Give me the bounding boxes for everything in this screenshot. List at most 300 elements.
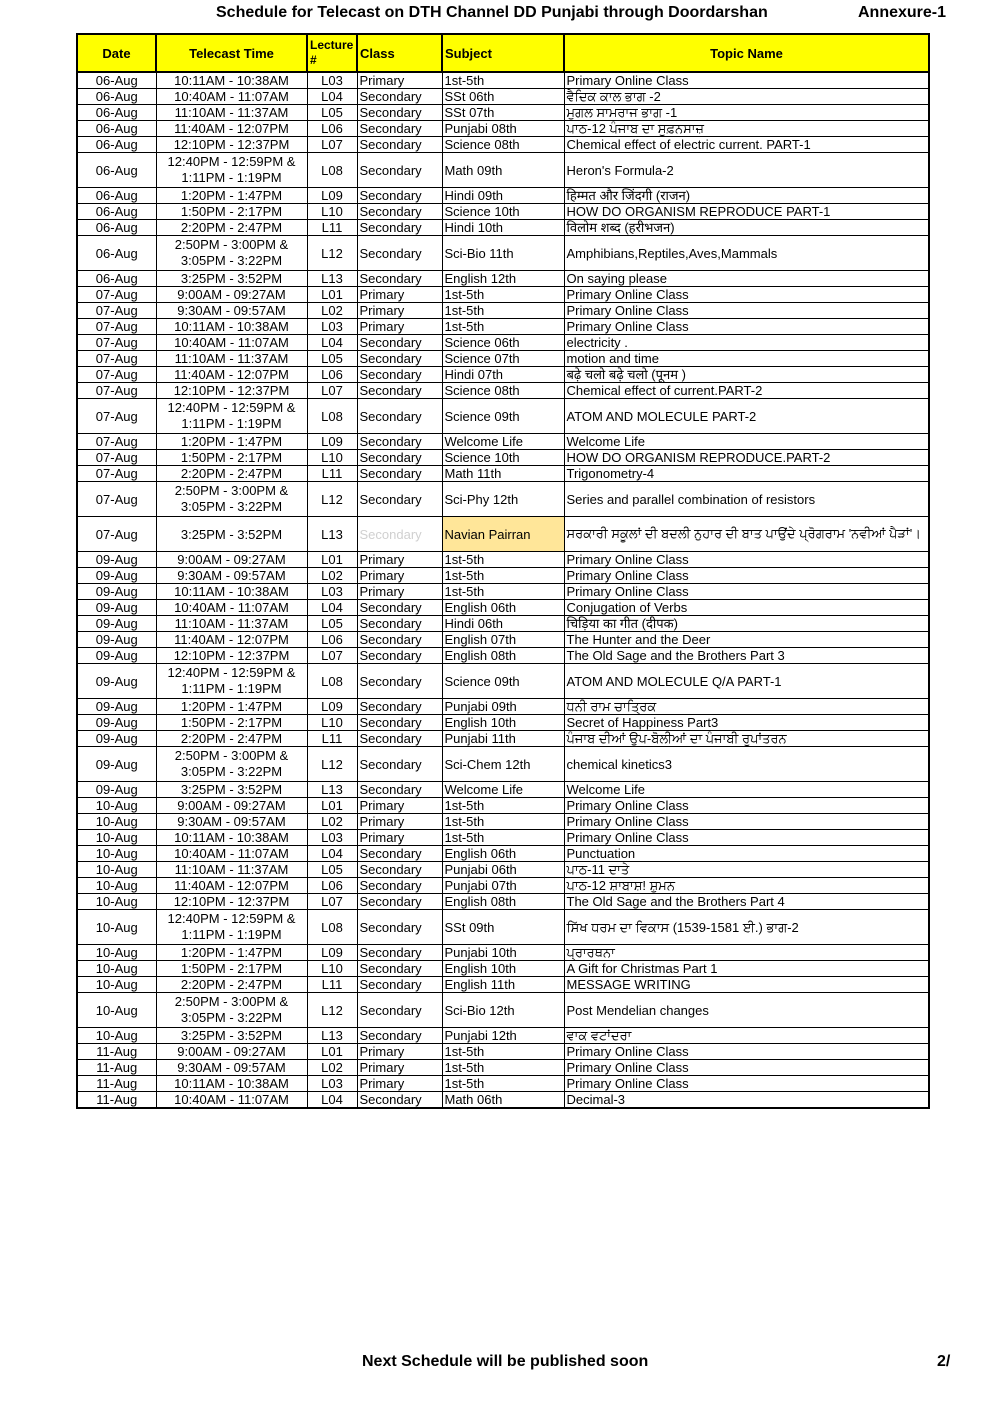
cell-class: Secondary	[357, 434, 442, 450]
cell-date: 06-Aug	[77, 188, 156, 204]
cell-date: 09-Aug	[77, 632, 156, 648]
cell-lecture: L01	[307, 552, 357, 568]
cell-telecast-time: 12:10PM - 12:37PM	[156, 648, 307, 664]
cell-topic: ਸਰਕਾਰੀ ਸਕੂਲਾਂ ਦੀ ਬਦਲੀ ਨੁਹਾਰ ਦੀ ਬਾਤ ਪਾਉਂਦੇ ਪ੍ਰੋਗਰਾਮ 'ਨਵੀਆਂ ਪੈੜਾਂ'।	[564, 517, 929, 552]
cell-class: Secondary	[357, 271, 442, 287]
cell-telecast-time: 11:10AM - 11:37AM	[156, 616, 307, 632]
cell-topic: Decimal-3	[564, 1092, 929, 1109]
cell-lecture: L11	[307, 977, 357, 993]
table-row	[77, 961, 929, 977]
table-row	[77, 303, 929, 319]
cell-telecast-time: 3:25PM - 3:52PM	[156, 271, 307, 287]
cell-topic: Primary Online Class	[564, 798, 929, 814]
table-row	[77, 568, 929, 584]
cell-lecture: L07	[307, 137, 357, 153]
cell-date: 10-Aug	[77, 798, 156, 814]
cell-topic: Primary Online Class	[564, 1076, 929, 1092]
cell-subject: Science 07th	[442, 351, 564, 367]
cell-telecast-time: 9:30AM - 09:57AM	[156, 568, 307, 584]
cell-lecture: L03	[307, 830, 357, 846]
cell-topic: Primary Online Class	[564, 303, 929, 319]
cell-topic: Trigonometry-4	[564, 466, 929, 482]
table-row	[77, 993, 929, 1028]
cell-telecast-time: 3:25PM - 3:52PM	[156, 1028, 307, 1044]
telecast-time-part2: 1:11PM - 1:19PM	[181, 416, 282, 431]
cell-lecture: L09	[307, 188, 357, 204]
cell-topic: ATOM AND MOLECULE Q/A PART-1	[564, 664, 929, 699]
telecast-time-part1: 12:40PM - 12:59PM &	[167, 911, 296, 926]
cell-lecture: L09	[307, 699, 357, 715]
cell-telecast-time: 3:25PM - 3:52PM	[156, 782, 307, 798]
cell-lecture: L11	[307, 220, 357, 236]
cell-telecast-time: 1:20PM - 1:47PM	[156, 188, 307, 204]
cell-lecture: L06	[307, 878, 357, 894]
cell-subject: 1st-5th	[442, 287, 564, 303]
cell-lecture: L05	[307, 105, 357, 121]
cell-class: Secondary	[357, 1028, 442, 1044]
table-row	[77, 584, 929, 600]
cell-topic: Primary Online Class	[564, 584, 929, 600]
cell-class: Primary	[357, 303, 442, 319]
cell-telecast-time: 2:20PM - 2:47PM	[156, 731, 307, 747]
annexure-label: Annexure-1	[858, 4, 947, 21]
cell-telecast-time	[156, 482, 307, 517]
cell-class: Secondary	[357, 517, 442, 552]
cell-topic: A Gift for Christmas Part 1	[564, 961, 929, 977]
cell-class: Secondary	[357, 450, 442, 466]
cell-lecture: L13	[307, 271, 357, 287]
cell-class: Secondary	[357, 600, 442, 616]
cell-telecast-time: 9:00AM - 09:27AM	[156, 287, 307, 303]
table-row	[77, 552, 929, 568]
cell-subject: Sci-Chem 12th	[442, 747, 564, 782]
cell-topic: Heron's Formula-2	[564, 153, 929, 188]
cell-topic: Post Mendelian changes	[564, 993, 929, 1028]
telecast-time-part1: 12:40PM - 12:59PM &	[167, 154, 296, 169]
cell-date: 06-Aug	[77, 271, 156, 287]
cell-class: Secondary	[357, 993, 442, 1028]
cell-class: Primary	[357, 1044, 442, 1060]
cell-date: 09-Aug	[77, 552, 156, 568]
table-row	[77, 814, 929, 830]
header-lecture: Lecture #	[307, 34, 357, 72]
cell-date: 06-Aug	[77, 72, 156, 89]
cell-date: 09-Aug	[77, 616, 156, 632]
table-row	[77, 466, 929, 482]
cell-subject: Punjabi 10th	[442, 945, 564, 961]
telecast-time-part2: 3:05PM - 3:22PM	[180, 1010, 283, 1025]
cell-date: 11-Aug	[77, 1092, 156, 1109]
cell-subject: Math 11th	[442, 466, 564, 482]
cell-subject: Science 09th	[442, 664, 564, 699]
cell-telecast-time: 12:10PM - 12:37PM	[156, 894, 307, 910]
cell-class: Secondary	[357, 1092, 442, 1109]
table-row	[77, 945, 929, 961]
cell-lecture: L10	[307, 715, 357, 731]
cell-date: 07-Aug	[77, 434, 156, 450]
cell-subject: Sci-Bio 12th	[442, 993, 564, 1028]
cell-subject: Science 09th	[442, 399, 564, 434]
cell-telecast-time: 10:40AM - 11:07AM	[156, 600, 307, 616]
cell-topic: ATOM AND MOLECULE PART-2	[564, 399, 929, 434]
cell-class: Primary	[357, 72, 442, 89]
cell-lecture: L04	[307, 1092, 357, 1109]
cell-subject: English 07th	[442, 632, 564, 648]
cell-telecast-time: 10:11AM - 10:38AM	[156, 584, 307, 600]
cell-lecture: L02	[307, 303, 357, 319]
table-row	[77, 153, 929, 188]
telecast-time-part2: 3:05PM - 3:22PM	[180, 764, 283, 779]
cell-topic: विलोम शब्द (हरीभजन)	[564, 220, 929, 236]
table-row	[77, 517, 929, 552]
table-row	[77, 287, 929, 303]
cell-class: Secondary	[357, 945, 442, 961]
cell-date: 07-Aug	[77, 303, 156, 319]
cell-lecture: L08	[307, 910, 357, 945]
table-row	[77, 383, 929, 399]
cell-telecast-time: 11:40AM - 12:07PM	[156, 121, 307, 137]
telecast-time-part1: 2:50PM - 3:00PM &	[174, 994, 289, 1009]
cell-lecture: L03	[307, 319, 357, 335]
table-row	[77, 910, 929, 945]
cell-telecast-time: 10:11AM - 10:38AM	[156, 72, 307, 89]
cell-topic: MESSAGE WRITING	[564, 977, 929, 993]
cell-date: 07-Aug	[77, 335, 156, 351]
cell-class: Secondary	[357, 878, 442, 894]
table-row	[77, 648, 929, 664]
cell-date: 10-Aug	[77, 977, 156, 993]
cell-class: Primary	[357, 1060, 442, 1076]
cell-date: 07-Aug	[77, 517, 156, 552]
cell-date: 09-Aug	[77, 584, 156, 600]
table-row	[77, 399, 929, 434]
cell-lecture: L13	[307, 782, 357, 798]
cell-telecast-time	[156, 399, 307, 434]
cell-telecast-time: 12:10PM - 12:37PM	[156, 383, 307, 399]
cell-subject: Punjabi 12th	[442, 1028, 564, 1044]
table-row	[77, 747, 929, 782]
cell-telecast-time: 9:00AM - 09:27AM	[156, 552, 307, 568]
cell-class: Secondary	[357, 616, 442, 632]
cell-subject: Hindi 06th	[442, 616, 564, 632]
header-topic-name: Topic Name	[564, 34, 929, 72]
cell-class: Secondary	[357, 782, 442, 798]
cell-class: Primary	[357, 1076, 442, 1092]
cell-subject: English 12th	[442, 271, 564, 287]
table-row	[77, 664, 929, 699]
table-row	[77, 830, 929, 846]
cell-telecast-time: 1:20PM - 1:47PM	[156, 945, 307, 961]
telecast-time-part1: 12:40PM - 12:59PM &	[167, 400, 296, 415]
cell-class: Primary	[357, 798, 442, 814]
cell-lecture: L01	[307, 798, 357, 814]
telecast-time-part1: 12:40PM - 12:59PM &	[167, 665, 296, 680]
table-row	[77, 482, 929, 517]
cell-telecast-time: 1:50PM - 2:17PM	[156, 961, 307, 977]
cell-date: 10-Aug	[77, 830, 156, 846]
cell-subject: Hindi 07th	[442, 367, 564, 383]
table-row	[77, 715, 929, 731]
header-telecast-time: Telecast Time	[156, 34, 307, 72]
cell-subject: Science 06th	[442, 335, 564, 351]
cell-date: 06-Aug	[77, 220, 156, 236]
cell-subject: 1st-5th	[442, 830, 564, 846]
cell-subject: Science 10th	[442, 450, 564, 466]
cell-subject: English 10th	[442, 715, 564, 731]
cell-telecast-time: 10:40AM - 11:07AM	[156, 89, 307, 105]
cell-date: 10-Aug	[77, 910, 156, 945]
cell-subject: Welcome Life	[442, 434, 564, 450]
cell-subject: Punjabi 07th	[442, 878, 564, 894]
cell-class: Secondary	[357, 137, 442, 153]
cell-lecture: L12	[307, 236, 357, 271]
cell-date: 09-Aug	[77, 664, 156, 699]
cell-date: 10-Aug	[77, 862, 156, 878]
cell-date: 07-Aug	[77, 482, 156, 517]
cell-date: 11-Aug	[77, 1060, 156, 1076]
cell-topic: The Old Sage and the Brothers Part 4	[564, 894, 929, 910]
cell-class: Secondary	[357, 153, 442, 188]
table-row	[77, 236, 929, 271]
cell-topic: ਸਿੱਖ ਧਰਮ ਦਾ ਵਿਕਾਸ (1539-1581 ਈ.) ਭਾਗ-2	[564, 910, 929, 945]
cell-topic: Welcome Life	[564, 434, 929, 450]
header-date: Date	[77, 34, 156, 72]
cell-date: 10-Aug	[77, 814, 156, 830]
cell-lecture: L10	[307, 961, 357, 977]
cell-lecture: L12	[307, 482, 357, 517]
cell-telecast-time	[156, 236, 307, 271]
cell-class: Secondary	[357, 862, 442, 878]
cell-telecast-time: 9:00AM - 09:27AM	[156, 798, 307, 814]
table-row	[77, 894, 929, 910]
cell-telecast-time	[156, 153, 307, 188]
cell-lecture: L09	[307, 434, 357, 450]
table-row	[77, 434, 929, 450]
cell-lecture: L04	[307, 89, 357, 105]
telecast-time-part2: 3:05PM - 3:22PM	[180, 499, 283, 514]
cell-subject: English 08th	[442, 894, 564, 910]
cell-lecture: L02	[307, 1060, 357, 1076]
cell-class: Secondary	[357, 466, 442, 482]
cell-topic: Primary Online Class	[564, 830, 929, 846]
cell-subject: 1st-5th	[442, 1044, 564, 1060]
cell-date: 09-Aug	[77, 568, 156, 584]
cell-telecast-time: 1:50PM - 2:17PM	[156, 715, 307, 731]
cell-telecast-time: 9:30AM - 09:57AM	[156, 1060, 307, 1076]
cell-class: Primary	[357, 319, 442, 335]
cell-topic: Primary Online Class	[564, 568, 929, 584]
cell-subject: Science 08th	[442, 137, 564, 153]
cell-telecast-time: 3:25PM - 3:52PM	[156, 517, 307, 552]
telecast-time-part1: 2:50PM - 3:00PM &	[174, 237, 289, 252]
cell-lecture: L09	[307, 945, 357, 961]
cell-telecast-time: 9:30AM - 09:57AM	[156, 303, 307, 319]
cell-lecture: L04	[307, 600, 357, 616]
cell-lecture: L06	[307, 632, 357, 648]
cell-subject: Hindi 09th	[442, 188, 564, 204]
table-row	[77, 1044, 929, 1060]
cell-lecture: L11	[307, 466, 357, 482]
cell-class: Secondary	[357, 977, 442, 993]
cell-date: 10-Aug	[77, 993, 156, 1028]
cell-date: 06-Aug	[77, 204, 156, 220]
cell-telecast-time: 12:10PM - 12:37PM	[156, 137, 307, 153]
schedule-body	[77, 72, 929, 1108]
cell-subject: 1st-5th	[442, 1076, 564, 1092]
cell-topic: Chemical effect of current.PART-2	[564, 383, 929, 399]
table-row	[77, 600, 929, 616]
cell-topic: On saying please	[564, 271, 929, 287]
table-row	[77, 351, 929, 367]
cell-telecast-time: 1:20PM - 1:47PM	[156, 699, 307, 715]
cell-date: 06-Aug	[77, 89, 156, 105]
telecast-time-part2: 1:11PM - 1:19PM	[181, 927, 282, 942]
table-row	[77, 319, 929, 335]
cell-class: Secondary	[357, 699, 442, 715]
cell-topic: हिम्मत और जिंदगी (राजन)	[564, 188, 929, 204]
table-row	[77, 1076, 929, 1092]
cell-telecast-time	[156, 910, 307, 945]
cell-class: Secondary	[357, 846, 442, 862]
cell-class: Secondary	[357, 664, 442, 699]
cell-date: 10-Aug	[77, 961, 156, 977]
cell-class: Secondary	[357, 89, 442, 105]
table-row	[77, 89, 929, 105]
cell-topic: ਮੁਗਲ ਸਾਮਰਾਜ ਭਾਗ -1	[564, 105, 929, 121]
header-subject: Subject	[442, 34, 564, 72]
cell-lecture: L07	[307, 648, 357, 664]
cell-subject: 1st-5th	[442, 72, 564, 89]
cell-topic: चिड़िया का गीत (दीपक)	[564, 616, 929, 632]
cell-subject: English 06th	[442, 600, 564, 616]
cell-class: Secondary	[357, 188, 442, 204]
cell-topic: Chemical effect of electric current. PART-1	[564, 137, 929, 153]
cell-subject: Hindi 10th	[442, 220, 564, 236]
cell-lecture: L05	[307, 351, 357, 367]
cell-topic: Welcome Life	[564, 782, 929, 798]
cell-telecast-time: 11:10AM - 11:37AM	[156, 862, 307, 878]
cell-telecast-time: 11:10AM - 11:37AM	[156, 105, 307, 121]
cell-date: 09-Aug	[77, 747, 156, 782]
cell-class: Secondary	[357, 731, 442, 747]
cell-telecast-time	[156, 747, 307, 782]
cell-subject: English 08th	[442, 648, 564, 664]
cell-subject: English 11th	[442, 977, 564, 993]
cell-subject: Math 09th	[442, 153, 564, 188]
table-row	[77, 782, 929, 798]
cell-lecture: L02	[307, 568, 357, 584]
cell-class: Primary	[357, 568, 442, 584]
cell-subject: 1st-5th	[442, 319, 564, 335]
telecast-time-part1: 2:50PM - 3:00PM &	[174, 483, 289, 498]
telecast-time-part1: 2:50PM - 3:00PM &	[174, 748, 289, 763]
cell-lecture: L01	[307, 1044, 357, 1060]
cell-date: 10-Aug	[77, 1028, 156, 1044]
cell-subject: 1st-5th	[442, 814, 564, 830]
cell-topic: ਪਾਠ-12 ਪੰਜਾਬ ਦਾ ਸੂਫ਼ਨਸਾਜ਼	[564, 121, 929, 137]
cell-lecture: L05	[307, 616, 357, 632]
cell-class: Secondary	[357, 632, 442, 648]
cell-class: Primary	[357, 814, 442, 830]
table-header-row	[77, 34, 929, 72]
cell-lecture: L12	[307, 747, 357, 782]
cell-topic: Series and parallel combination of resistors	[564, 482, 929, 517]
cell-topic: HOW DO ORGANISM REPRODUCE.PART-2	[564, 450, 929, 466]
cell-telecast-time: 1:50PM - 2:17PM	[156, 204, 307, 220]
cell-subject: Punjabi 08th	[442, 121, 564, 137]
cell-subject: 1st-5th	[442, 568, 564, 584]
cell-topic: ਵਾਕ ਵਟਾਂਦਰਾ	[564, 1028, 929, 1044]
cell-topic: HOW DO ORGANISM REPRODUCE PART-1	[564, 204, 929, 220]
cell-class: Secondary	[357, 105, 442, 121]
cell-telecast-time: 10:40AM - 11:07AM	[156, 846, 307, 862]
table-row	[77, 367, 929, 383]
table-row	[77, 137, 929, 153]
header-class: Class	[357, 34, 442, 72]
cell-lecture: L10	[307, 204, 357, 220]
cell-lecture: L13	[307, 517, 357, 552]
cell-lecture: L08	[307, 664, 357, 699]
cell-lecture: L06	[307, 367, 357, 383]
cell-lecture: L04	[307, 846, 357, 862]
table-row	[77, 1060, 929, 1076]
cell-subject: SSt 09th	[442, 910, 564, 945]
cell-date: 07-Aug	[77, 466, 156, 482]
cell-topic: motion and time	[564, 351, 929, 367]
table-row	[77, 846, 929, 862]
cell-class: Secondary	[357, 367, 442, 383]
cell-lecture: L03	[307, 72, 357, 89]
cell-class: Secondary	[357, 910, 442, 945]
cell-subject: English 06th	[442, 846, 564, 862]
cell-class: Secondary	[357, 204, 442, 220]
cell-lecture: L03	[307, 1076, 357, 1092]
cell-date: 10-Aug	[77, 894, 156, 910]
table-row	[77, 72, 929, 89]
cell-topic: Primary Online Class	[564, 1044, 929, 1060]
telecast-time-part2: 1:11PM - 1:19PM	[181, 170, 282, 185]
table-row	[77, 450, 929, 466]
cell-class: Secondary	[357, 121, 442, 137]
cell-lecture: L11	[307, 731, 357, 747]
cell-telecast-time: 1:20PM - 1:47PM	[156, 434, 307, 450]
cell-telecast-time: 10:40AM - 11:07AM	[156, 1092, 307, 1109]
page-number: 2/	[937, 1353, 951, 1370]
cell-class: Secondary	[357, 383, 442, 399]
cell-class: Secondary	[357, 482, 442, 517]
cell-lecture: L01	[307, 287, 357, 303]
cell-date: 07-Aug	[77, 383, 156, 399]
cell-lecture: L08	[307, 153, 357, 188]
cell-telecast-time: 2:20PM - 2:47PM	[156, 466, 307, 482]
table-row	[77, 204, 929, 220]
cell-topic: Primary Online Class	[564, 319, 929, 335]
cell-date: 09-Aug	[77, 699, 156, 715]
cell-topic: chemical kinetics3	[564, 747, 929, 782]
footer-note: Next Schedule will be published soon	[362, 1353, 649, 1370]
cell-class: Secondary	[357, 220, 442, 236]
cell-subject: Sci-Phy 12th	[442, 482, 564, 517]
cell-class: Primary	[357, 584, 442, 600]
table-row	[77, 105, 929, 121]
cell-subject: 1st-5th	[442, 798, 564, 814]
table-row	[77, 271, 929, 287]
cell-date: 07-Aug	[77, 287, 156, 303]
cell-date: 10-Aug	[77, 878, 156, 894]
cell-telecast-time: 11:40AM - 12:07PM	[156, 632, 307, 648]
telecast-time-part2: 3:05PM - 3:22PM	[180, 253, 283, 268]
cell-topic: Primary Online Class	[564, 552, 929, 568]
